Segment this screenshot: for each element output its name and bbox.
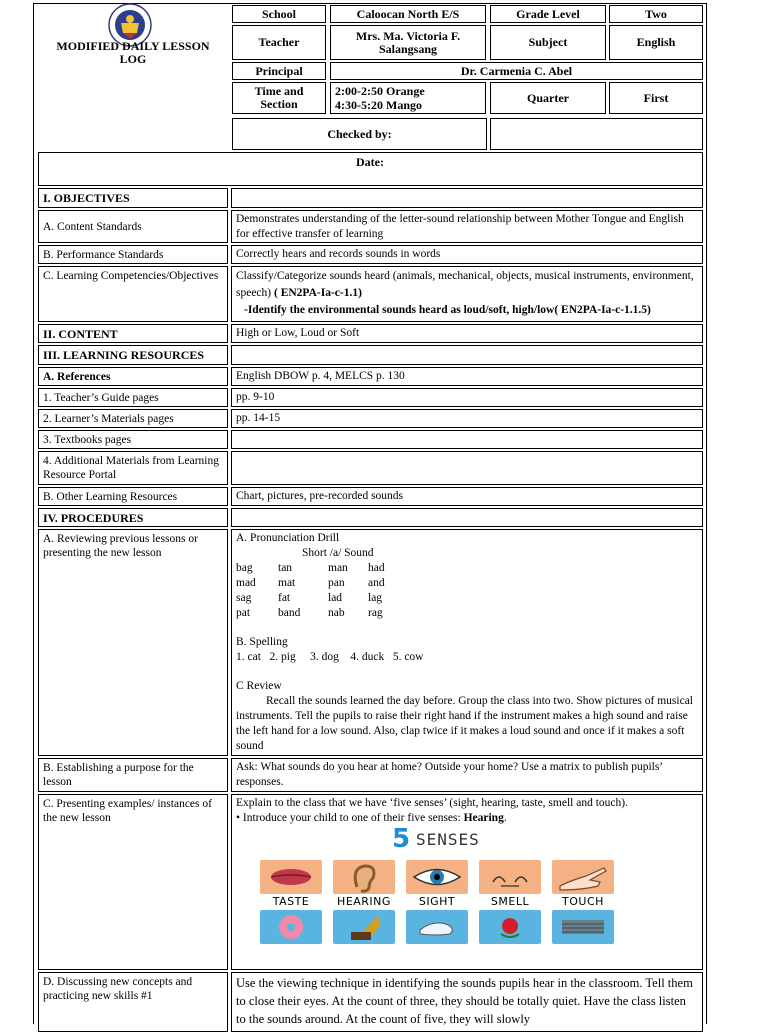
title-line2: LOG <box>119 52 147 66</box>
proc-a-value <box>231 529 703 756</box>
c-text-1: Explain to the class that we have ‘five senses’ (sight, hearing, taste, smell and touch). <box>236 797 628 809</box>
school-value: Caloocan North E/S <box>330 5 486 23</box>
proc-b-value: Ask: What sounds do you hear at home? Outside your home? Use a matrix to publish pupils’ responses. <box>231 758 703 792</box>
drill-grid <box>236 561 698 621</box>
drill-word: band <box>278 607 301 619</box>
principal-label: Principal <box>232 62 326 80</box>
competency-1-code: ( EN2PA-Ia-c-1.1) <box>274 287 362 299</box>
checked-by-value <box>490 118 703 150</box>
teachers-guide-label: 1. Teacher’s Guide pages <box>38 388 228 407</box>
drill-word: man <box>328 562 348 574</box>
time-slot-1: 2:00-2:50 Orange <box>335 84 425 98</box>
title-line1: MODIFIED DAILY LESSON <box>56 39 210 53</box>
five-senses-graphic <box>258 826 618 946</box>
teacher-value: Mrs. Ma. Victoria F. Salangsang <box>330 25 486 60</box>
proc-d-value: Use the viewing technique in identifying the sounds pupils hear in the classroom. Tell them to close their eyes. At the count of three, they should be totally quiet. Have the class listen to the sounds around. At the count of five, they will slowly <box>231 972 703 1032</box>
drill-word: pan <box>328 577 345 589</box>
principal-value: Dr. Carmenia C. Abel <box>330 62 703 80</box>
drill-row <box>236 591 698 606</box>
procedures-heading: IV. PROCEDURES <box>38 508 228 527</box>
learners-materials-value: pp. 14-15 <box>231 409 703 428</box>
sense-label-hearing: HEARING <box>337 895 391 908</box>
drill-word: bag <box>236 562 253 574</box>
drill-subtitle: Short /a/ Sound <box>302 547 374 559</box>
performance-standards-value: Correctly hears and records sounds in words <box>231 245 703 264</box>
drill-word: sag <box>236 592 252 604</box>
quarter-label: Quarter <box>490 82 606 114</box>
sense-label-taste: TASTE <box>272 895 310 908</box>
document-title <box>40 37 226 69</box>
senses-banner-number: 5 <box>392 824 411 854</box>
drill-word: tan <box>278 562 293 574</box>
sense-label-sight: SIGHT <box>418 895 456 908</box>
time-slot-2: 4:30-5:20 Mango <box>335 98 422 112</box>
sense-label-touch: TOUCH <box>562 895 604 908</box>
competency-1: Classify/Categorize sounds heard (animals, mechanical, objects, musical instruments, environment, speech) <box>236 270 694 299</box>
procedures-heading-value <box>231 508 703 527</box>
review-title: C Review <box>236 680 282 692</box>
school-label: School <box>232 5 326 23</box>
time-label: Time and Section <box>232 82 326 114</box>
drill-word: pat <box>236 607 251 619</box>
other-resources-value: Chart, pictures, pre-recorded sounds <box>231 487 703 506</box>
spelling-items: 1. cat 2. pig 3. dog 4. duck 5. cow <box>236 651 424 663</box>
senses-banner <box>392 824 512 854</box>
teacher-label: Teacher <box>232 25 326 60</box>
senses-banner-word: SENSES <box>416 830 480 849</box>
content-standards-value: Demonstrates understanding of the letter-sound relationship between Mother Tongue and English for effective transfer of learning <box>231 210 703 243</box>
drill-word: mat <box>278 577 296 589</box>
date-label: Date: <box>356 154 384 169</box>
smell-icon <box>479 860 541 894</box>
c-text-2-bold: Hearing <box>463 812 504 824</box>
drill-title: A. Pronunciation Drill <box>236 532 340 544</box>
content-standards-label: A. Content Standards <box>38 210 228 243</box>
rose-icon <box>479 910 541 944</box>
hands-icon <box>406 910 468 944</box>
gramophone-icon <box>333 910 395 944</box>
proc-a-label: A. Reviewing previous lessons or presenting the new lesson <box>38 529 228 756</box>
drill-row <box>236 576 698 591</box>
touch-icon <box>552 860 614 894</box>
spelling-title: B. Spelling <box>236 636 288 648</box>
sight-icon <box>406 860 468 894</box>
resources-heading-value <box>231 345 703 365</box>
references-value: English DBOW p. 4, MELCS p. 130 <box>231 367 703 386</box>
proc-d-label: D. Discussing new concepts and practicing new skills #1 <box>38 972 228 1032</box>
grade-value: Two <box>609 5 703 23</box>
drill-word: lag <box>368 592 383 604</box>
proc-c-value: Explain to the class that we have ‘five senses’ (sight, hearing, taste, smell and touch). • Introduce your child to one of their five senses: Hearing. <box>231 794 703 970</box>
drill-word: fat <box>278 592 291 604</box>
textbooks-label: 3. Textbooks pages <box>38 430 228 449</box>
teachers-guide-value: pp. 9-10 <box>231 388 703 407</box>
donut-icon <box>260 910 322 944</box>
drill-word: rag <box>368 607 383 619</box>
drill-row <box>236 561 698 576</box>
resources-heading: III. LEARNING RESOURCES <box>38 345 228 365</box>
quarter-value: First <box>609 82 703 114</box>
c-text-2: • Introduce your child to one of their five senses: <box>236 812 464 824</box>
drill-word: lad <box>328 592 343 604</box>
proc-b-label: B. Establishing a purpose for the lesson <box>38 758 228 792</box>
sense-label-smell: SMELL <box>490 895 530 908</box>
objectives-heading: I. OBJECTIVES <box>38 188 228 208</box>
subject-label: Subject <box>490 25 606 60</box>
grade-label: Grade Level <box>490 5 606 23</box>
other-resources-label: B. Other Learning Resources <box>38 487 228 506</box>
hearing-icon <box>333 860 395 894</box>
content-value: High or Low, Loud or Soft <box>231 324 703 343</box>
additional-materials-label: 4. Additional Materials from Learning Resource Portal <box>38 451 228 485</box>
fabric-icon <box>552 910 614 944</box>
drill-word: had <box>368 562 385 574</box>
objectives-heading-value <box>231 188 703 208</box>
drill-row <box>236 606 698 621</box>
learners-materials-label: 2. Learner’s Materials pages <box>38 409 228 428</box>
proc-c-label: C. Presenting examples/ instances of the new lesson <box>38 794 228 970</box>
textbooks-value <box>231 430 703 449</box>
drill-word: and <box>368 577 385 589</box>
additional-materials-value <box>231 451 703 485</box>
review-text: Recall the sounds learned the day before. Group the class into two. Show pictures of musical instruments. Tell the pupils to raise their right hand if the instrument makes a high sound and raise the left hand for a low sound. Also, clap twice if it makes a loud sound and once if it makes a soft sound <box>236 695 693 752</box>
drill-word: nab <box>328 607 345 619</box>
competencies-value <box>231 266 703 322</box>
subject-value: English <box>609 25 703 60</box>
performance-standards-label: B. Performance Standards <box>38 245 228 264</box>
time-value <box>330 82 486 114</box>
checked-by-label: Checked by: <box>232 118 487 150</box>
taste-icon <box>260 860 322 894</box>
competencies-label: C. Learning Competencies/Objectives <box>38 266 228 322</box>
content-heading: II. CONTENT <box>38 324 228 343</box>
drill-word: mad <box>236 577 256 589</box>
competency-2: -Identify the environmental sounds heard as loud/soft, high/low( EN2PA-Ia-c-1.1.5) <box>244 304 651 316</box>
references-label: A. References <box>38 367 228 386</box>
